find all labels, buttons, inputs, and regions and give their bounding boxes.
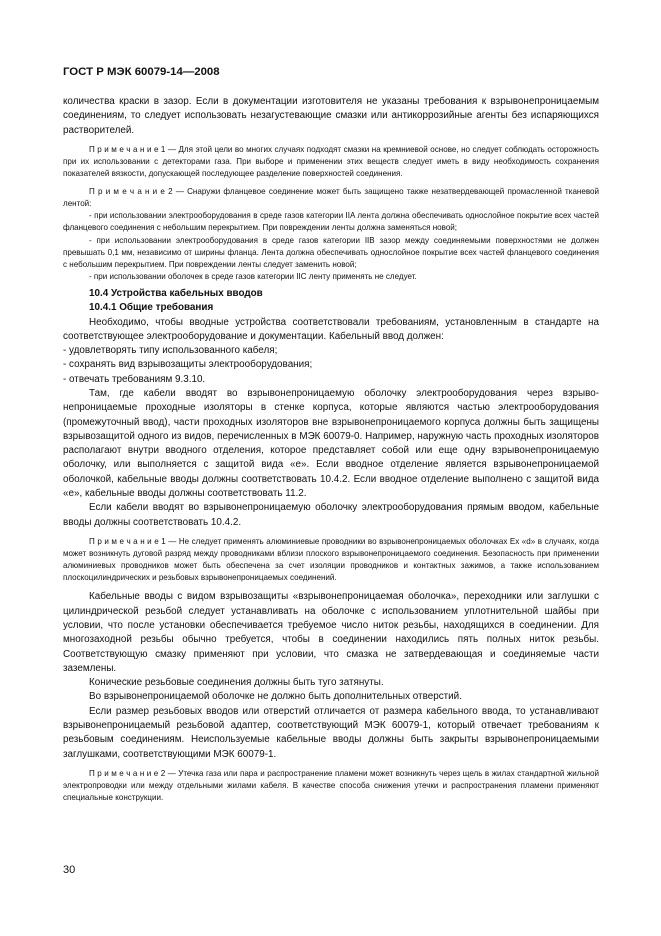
note-list-item: - при использовании оболочек в среде газов категории IIC ленту применять не следует. (89, 271, 417, 281)
note-label: П р и м е ч а н и е 1 (89, 144, 166, 154)
paragraph-thread: Кабельные вводы с видом взрывозащиты «взрывонепроницаемая оболочка», переходники или заглушки с цилиндрической резьбой следует устанавливать на оболочке с использованием уплотнительной шайбы при условии, что после установки обеспечивается требуемое число ниток резьбы, находящихся в соединении. Для многозаходной резьбы обычно требуется, чтобы в соединении находились пять полных ниток резьбы. Соответствующую смазку применяют при условии, что смазка не затвердевающая и соединяемые части заземлены. (63, 591, 599, 674)
note-text: — Снаружи фланцевое соединение может быть защищено также незатвердевающей промасленной тканевой лентой: (63, 187, 599, 209)
paragraph-holes: Во взрывонепроницаемой оболочке не должно быть дополнительных отверстий. (89, 691, 462, 703)
note-list-item: - при использовании электрооборудования в среде газов категории IIA лента должна обеспечивать однослойное покрытие всех частей фланцевого соединения с небольшим перекрытием. При повреждении ленты должна заменяться новой; (63, 211, 599, 233)
note-label: П р и м е ч а н и е 2 (89, 768, 166, 778)
section-heading: 10.4 Устройства кабельных вводов (89, 287, 263, 299)
page-body (63, 95, 599, 804)
paragraph-adapter: Если размер резьбовых вводов или отверстий отличается от размера кабельного ввода, то устанавливают взрывонепроницаемый резьбовой адаптер, соответствующий МЭК 60079-1, который отвечает требованиям к резьбовым соединениям. Неиспользуемые кабельные вводы должны быть закрыты взрывонепроницаемыми заглушками, соответствующими МЭК 60079-1. (63, 705, 599, 760)
page-header: ГОСТ Р МЭК 60079-14—2008 (63, 66, 220, 78)
note-label: П р и м е ч а н и е 2 (89, 187, 173, 197)
page-number: 30 (63, 864, 76, 876)
note-3 (63, 536, 599, 584)
list-item: - сохранять вид взрывозащиты электрооборудования; (63, 359, 313, 371)
subsection-heading: 10.4.1 Общие требования (89, 302, 214, 314)
note-2 (63, 186, 599, 210)
list-item: - отвечать требованиям 9.3.10. (63, 373, 206, 385)
note-4 (63, 768, 599, 804)
paragraph-bushings: Там, где кабели вводят во взрывонепроницаемую оболочку электрооборудования через взрывонепроницаемые проходные изоляторы в стенке корпуса, которые являются частью электрооборудования (промежуточный ввод), части проходных изоляторов вне взрывонепроницаемого корпуса должны быть защищены взрывозащитой одного из видов, перечисленных в МЭК 60079-0. Например, наружную часть проходных изоляторов располагают внутри вводного отделения, которое представляет собой или еще одну взрывонепроницаемую оболочку, или выполняется с защитой вида «е». Если вводное отделение является взрывонепроницаемой оболочкой, кабельные вводы должны соответствовать 10.4.2. Если вводное отделение выполнено с защитой вида «е», кабельные вводы должны соответствовать 11.2. (63, 388, 599, 500)
note-text: — Утечка газа или пара и распространение пламени может возникнуть через щель в жилах стандартной жильной электропроводки или между отдельными жилами кабеля. В качестве способа снижения утечки и распространения пламени применяют специальные конструкции. (63, 768, 599, 803)
note-label: П р и м е ч а н и е 1 (89, 536, 166, 546)
note-text: — Для этой цели во многих случаях подходят смазки на кремниевой основе, но следует соблюдать осторожность при их использовании с детекторами газа. При выборе и применении этих веществ следует иметь в виду необходимость сохранения показателей вязкости, допускающей последующее разделение поверхностей соединения. (63, 144, 599, 179)
note-list-item: - при использовании электрооборудования в среде газов категории IIB зазор между соединяемыми поверхностями не должен превышать 0,1 мм, независимо от ширины фланца. Лента должна обеспечивать однослойное покрытие всех частей фланцевого соединения с небольшим перекрытием. При повреждении ленты следует заменить новой; (63, 235, 599, 269)
paragraph-intro: количества краски в зазор. Если в документации изготовителя не указаны требования к взрывонепроницаемым соединениям, то следует использовать незагустевающие смазки или антикоррозийные агенты без испаряющихся растворителей. (63, 96, 599, 136)
note-1 (63, 144, 599, 180)
paragraph-direct-entry: Если кабели вводят во взрывонепроницаемую оболочку электрооборудования прямым вводом, кабельные вводы должны соответствовать 10.4.2. (63, 502, 599, 528)
paragraph-conical: Конические резьбовые соединения должны быть туго затянуты. (89, 677, 384, 689)
note-text: — Не следует применять алюминиевые проводники во взрывонепроницаемых оболочках Ex «d» в случаях, когда может возникнуть дуговой разряд между проводниками вблизи плоского взрывонепроницаемого соединения. Безопасность при применении алюминиевых проводников может быть обеспечена за счет изоляции проводников и контактных зажимов, а также использованием плоскоцилиндрических и резьбовых взрывонепроницаемых соединений. (63, 536, 599, 583)
paragraph-requirements: Необходимо, чтобы вводные устройства соответствовали требованиям, установленным в стандарте на соответствующее электрооборудование и документации. Кабельный ввод должен: (63, 316, 599, 342)
list-item: - удовлетворять типу использованного кабеля; (63, 345, 278, 357)
